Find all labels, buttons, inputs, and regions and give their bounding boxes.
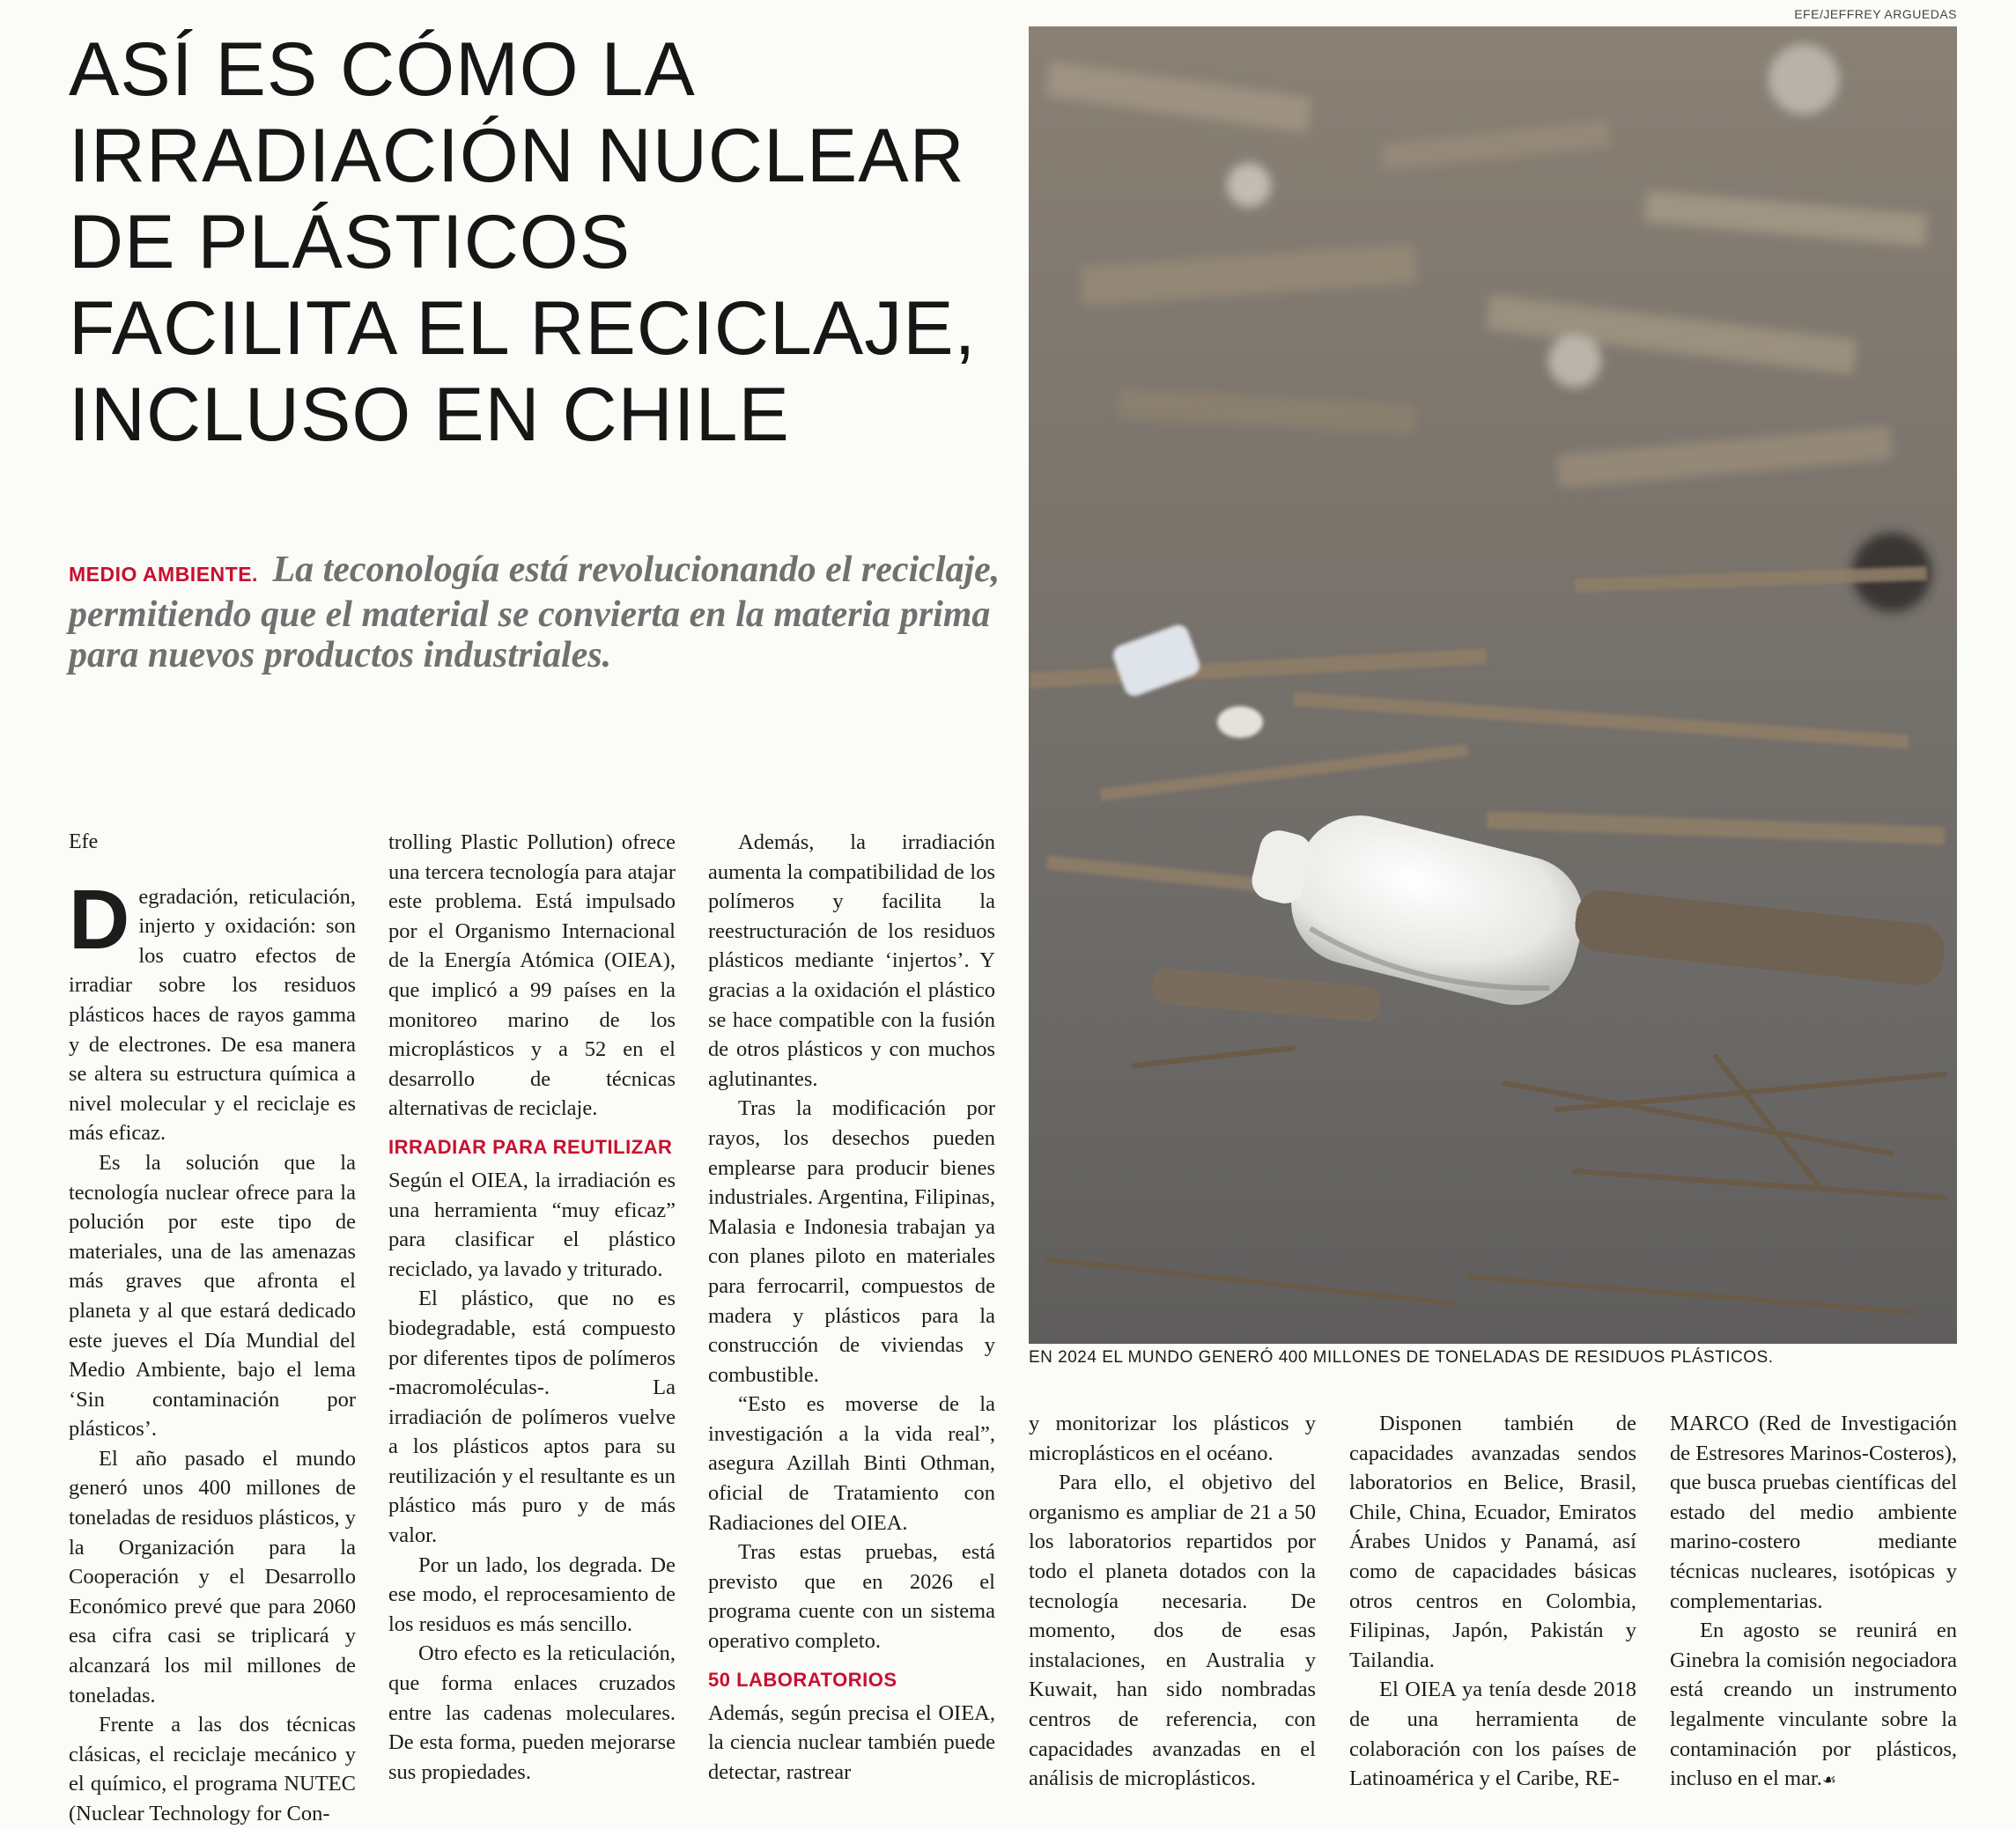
article-paragraph: Frente a las dos técnicas clásicas, el reciclaje mecánico y el químico, el programa NUTEC (Nuclear Technology for Con- bbox=[69, 1713, 356, 1825]
article-paragraph: Otro efecto es la reticulación, que forma enlaces cruzados entre las cadenas moleculares. De esta forma, pueden mejorarse sus propiedades. bbox=[388, 1641, 676, 1784]
headline-line: FACILITA EL RECICLAJE, bbox=[69, 286, 977, 371]
article-paragraph: El año pasado el mundo generó unos 400 millones de toneladas de residuos plásticos, y la Organización para la Cooperación y el Desarrollo Económico prevé que para 2060 esa cifra casi se triplicará y alcanzará los mil millones de toneladas. bbox=[69, 1446, 356, 1707]
article-paragraph: “Esto es moverse de la investigación a la vida real”, asegura Azillah Binti Othman, oficial de Tratamiento con Radiaciones del OIEA. bbox=[708, 1392, 995, 1535]
headline-line: ASÍ ES CÓMO LA bbox=[69, 27, 696, 112]
article-column-4 bbox=[1029, 1409, 1316, 1794]
article-paragraph: Además, según precisa el OIEA, la ciencia nuclear también puede detectar, rastrear bbox=[708, 1700, 995, 1784]
article-deck bbox=[69, 549, 1002, 675]
article-paragraph: El OIEA ya tenía desde 2018 de una herramienta de colaboración con los países de Latinoamérica y el Caribe, RE- bbox=[1349, 1678, 1636, 1791]
article-paragraph: Tras la modificación por rayos, los desechos pueden emplearse para producir bienes industriales. Argentina, Filipinas, Malasia e Indonesia trabajan ya con planes piloto en materiales para ferrocarril, compuestos de madera y plásticos para la construcción de viviendas y combustible. bbox=[708, 1096, 995, 1387]
article-column-6 bbox=[1670, 1409, 1957, 1796]
byline: Efe bbox=[69, 830, 99, 853]
article-paragraph: En agosto se reunirá en Ginebra la comisión negociadora está creando un instrumento legalmente vinculante sobre la contaminación por plásticos, incluso en el mar.☙ bbox=[1670, 1619, 1957, 1791]
headline bbox=[69, 26, 1020, 458]
article-paragraph: Degradación, reticulación, injerto y oxidación: son los cuatro efectos de irradiar sobre los residuos plásticos haces de rayos gamma y de electrones. De esa manera se altera su estructura química a nivel molecular y el reciclaje es más eficaz. bbox=[69, 872, 356, 1146]
article-column-1 bbox=[69, 828, 356, 1829]
subhead-laboratorios: 50 LABORATORIOS bbox=[708, 1668, 897, 1691]
photo-credit: EFE/JEFFREY ARGUEDAS bbox=[1794, 7, 1957, 21]
headline-line: INCLUSO EN CHILE bbox=[69, 372, 790, 457]
article-paragraph: Es la solución que la tecnología nuclear ofrece para la polución por este tipo de materiales, una de las amenazas más graves que afronta el planeta y al que estará dedicado este jueves el Día Mundial del Medio Ambiente, bajo el lema ‘Sin contaminación por plásticos’. bbox=[69, 1150, 356, 1442]
end-mark-icon: ☙ bbox=[1821, 1771, 1836, 1790]
article-paragraph: Disponen también de capacidades avanzadas sendos laboratorios en Belice, Brasil, Chile, China, Ecuador, Emiratos Árabes Unidos y Panamá, así como de capacidades básicas otros centros en Colombia, Filipinas, Japón, Pakistán y Tailandia. bbox=[1349, 1412, 1636, 1672]
article-paragraph: Según el OIEA, la irradiación es una herramienta “muy eficaz” para clasificar el plástico reciclado, ya lavado y triturado. bbox=[388, 1168, 676, 1281]
article-paragraph: Por un lado, los degrada. De ese modo, el reprocesamiento de los residuos es más sencillo. bbox=[388, 1552, 676, 1636]
deck-text: La teconología está revolucionando el reciclaje, permitiendo que el material se convierta en la materia prima para nuevos productos industriales. bbox=[69, 549, 1001, 675]
drop-cap: D bbox=[69, 872, 130, 967]
article-paragraph: Además, la irradiación aumenta la compatibilidad de los polímeros y facilita la reestructuración de los residuos plásticos mediante ‘injertos’. Y gracias a la oxidación el plástico se hace compatible con la fusión de otros plásticos y con muchos aglutinantes. bbox=[708, 830, 995, 1091]
beach-plastic-photo bbox=[1029, 26, 1957, 1344]
article-paragraph: MARCO (Red de Investigación de Estresores Marinos-Costeros), que busca pruebas científicas del estado del medio ambiente marino-costero mediante técnicas nucleares, isotópicas y complementarias. bbox=[1670, 1412, 1957, 1613]
headline-line: IRRADIACIÓN NUCLEAR bbox=[69, 114, 965, 198]
section-kicker: MEDIO AMBIENTE. bbox=[69, 563, 258, 586]
article-paragraph: Tras estas pruebas, está previsto que en 2026 el programa cuente con un sistema operativo completo. bbox=[708, 1540, 995, 1654]
headline-line: DE PLÁSTICOS bbox=[69, 200, 631, 284]
article-column-5 bbox=[1349, 1409, 1636, 1794]
subhead-irradiar: IRRADIAR PARA REUTILIZAR bbox=[388, 1135, 673, 1158]
article-paragraph: El plástico, que no es biodegradable, está compuesto por diferentes tipos de polímeros -macromoléculas-. La irradiación de polímeros vuelve a los plásticos aptos para su reutilización y el resultante es un plástico más puro y de más valor. bbox=[388, 1287, 676, 1548]
article-paragraph: trolling Plastic Pollution) ofrece una tercera tecnología para atajar este problema. Está impulsado por el Organismo Internacional de la Energía Atómica (OIEA), que implicó a 99 países en la monitoreo marino de los microplásticos y a 52 en el desarrollo de técnicas alternativas de reciclaje. bbox=[388, 830, 676, 1121]
article-column-3 bbox=[708, 828, 995, 1787]
article-paragraph: y monitorizar los plásticos y microplásticos en el océano. bbox=[1029, 1412, 1316, 1465]
photo-caption: EN 2024 EL MUNDO GENERÓ 400 MILLONES DE TONELADAS DE RESIDUOS PLÁSTICOS. bbox=[1029, 1348, 1774, 1367]
article-column-2 bbox=[388, 828, 676, 1787]
article-paragraph: Para ello, el objetivo del organismo es ampliar de 21 a 50 los laboratorios repartidos por todo el planeta dotados con la tecnología necesaria. De momento, dos de esas instalaciones, en Australia y Kuwait, han sido nombradas centros de referencia, con capacidades avanzadas en el análisis de microplásticos. bbox=[1029, 1471, 1316, 1791]
